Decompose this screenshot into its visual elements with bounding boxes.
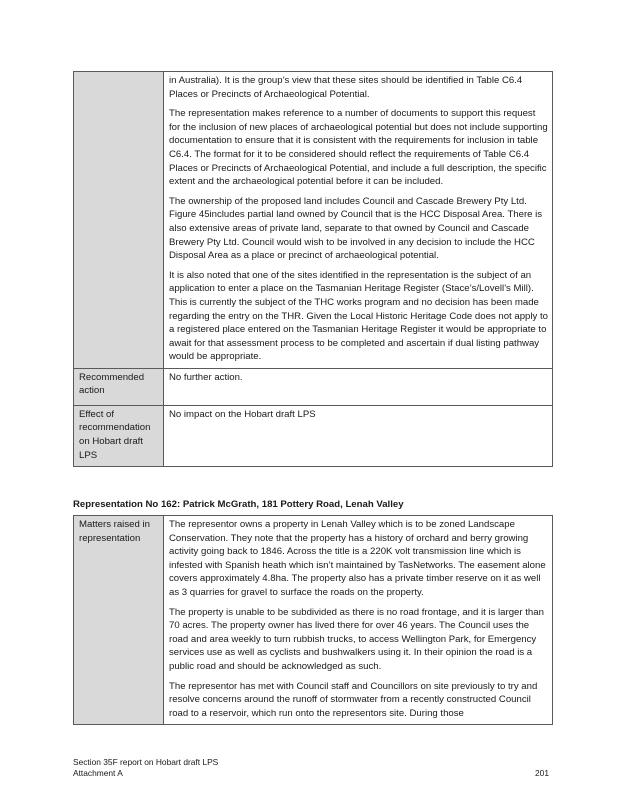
table-row	[74, 405, 553, 466]
response-paragraph: in Australia). It is the group’s view that these sites should be identified in Table C6.4 Places or Precincts of Archaeological Potential.	[169, 75, 523, 100]
response-paragraph: The ownership of the proposed land includes Council and Cascade Brewery Pty Ltd. Figure 45includes partial land owned by Council that is the HCC Disposal Area. There is also extensive areas of private land, separate to that owned by Council and Cascade Brewery Pty Ltd. Council would wish to be involved in any decision to include the HCC Disposal Area as a place or precinct of archaeological potential.	[169, 195, 543, 262]
representation-heading: Representation No 162: Patrick McGrath, 181 Pottery Road, Lenah Valley	[73, 499, 404, 510]
response-paragraph: It is also noted that one of the sites identified in the representation is the subject of an application to enter a place on the Tasmanian Heritage Register (Stace’s/Lovell’s Mill). This is currently the subject of the THC works program and no decision has been made regarding the entry on the THR. Given the Local Historic Heritage Code does not apply to a registered place entered on the Tasmanian Heritage Register it would be appropriate to await for that assessment process to be completed and ascertain if dual listing pathway would be appropriate.	[169, 269, 548, 363]
recommended-action-value: No further action.	[164, 368, 553, 405]
table-row	[74, 72, 553, 369]
representation-162-table	[73, 515, 553, 725]
recommended-action-label: Recommended action	[74, 368, 164, 405]
matters-paragraph: The representor owns a property in Lenah Valley which is to be zoned Landscape Conservation. They note that the property has a history of orchard and berry growing activity going back to 1846. Across the title is a 220K volt transmission line which is infested with Spanish heath which isn’t maintained by TasNetworks. The easement alone covers approximately 4.8ha. The property also has a private timber reserve on it as well as 3 quarries for gravel to surface the roads on the property.	[169, 519, 546, 598]
table-row	[74, 516, 553, 725]
effect-of-recommendation-label: Effect of recommendation on Hobart draft LPS	[74, 405, 164, 466]
table-row	[74, 368, 553, 405]
effect-of-recommendation-value: No impact on the Hobart draft LPS	[164, 405, 553, 466]
page-number: 201	[535, 768, 549, 778]
footer-attachment: Attachment A	[73, 768, 123, 778]
matters-raised-cell	[164, 516, 553, 725]
page-footer	[73, 757, 218, 779]
matters-paragraph: The representor has met with Council staff and Councillors on site previously to try and resolve concerns around the runoff of stormwater from a recently constructed Council road to a reservoir, which run onto the representors site. During those	[169, 680, 538, 719]
footer-report-title: Section 35F report on Hobart draft LPS	[73, 757, 219, 767]
response-paragraph: The representation makes reference to a number of documents to support this request for the inclusion of new places of archaeological potential but does not include supporting documentation to ensure that it is consistent with the requirements for inclusion in table C6.4. The format for it to be considered should reflect the requirements of Table C6.4 Places or Precincts of Archaeological Potential, and include a full description, the specific extent and the archaeological potential before it can be included.	[169, 108, 548, 188]
response-cell	[164, 72, 553, 369]
matters-raised-label: Matters raised in representation	[74, 516, 164, 725]
representation-table-continued	[73, 71, 553, 467]
label-cell-empty	[74, 72, 164, 369]
matters-paragraph: The property is unable to be subdivided as there is no road frontage, and it is larger than 70 acres. The property owner has lived there for over 46 years. The Council uses the road and area weekly to turn rubbish trucks, to access Wellington Park, for Emergency services use as well as cyclists and bushwalkers using it. In their opinion the road is a public road and should be acknowledged as such.	[169, 606, 544, 672]
